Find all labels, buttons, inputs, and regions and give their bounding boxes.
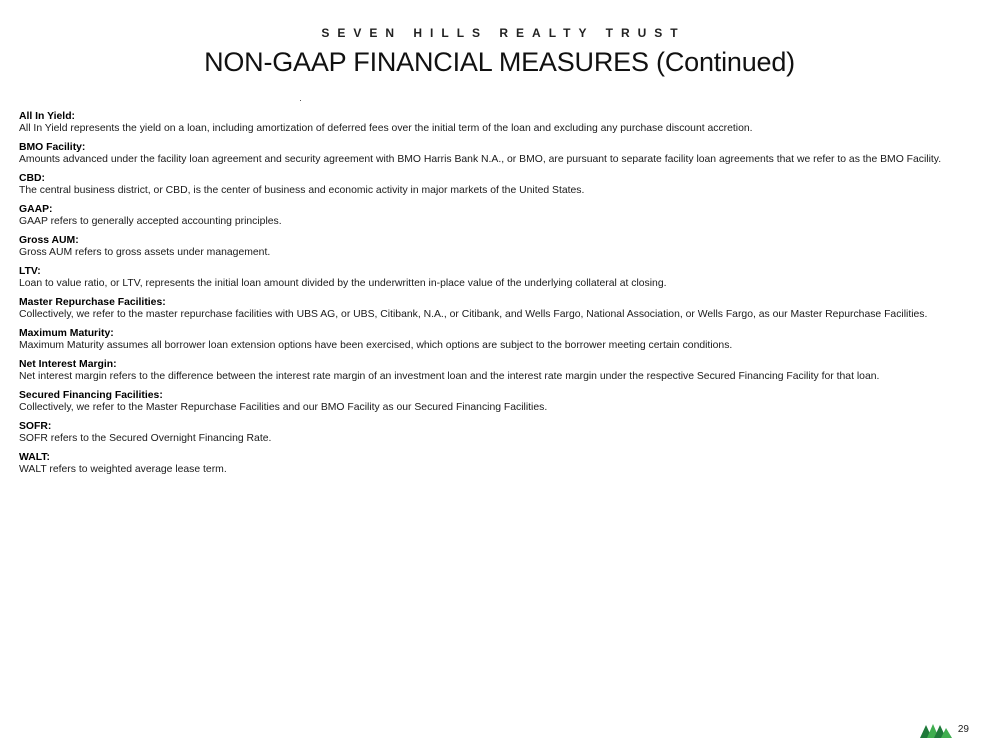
term-sofr <box>19 421 974 445</box>
term-cbd <box>19 173 974 197</box>
page-title: NON-GAAP FINANCIAL MEASURES (Continued) <box>204 47 795 77</box>
term-definition: Net interest margin refers to the difference between the interest rate margin of an investment loan and the interest rate margin under the respective Secured Financing Facility for that loan. <box>19 371 880 382</box>
term-definition: GAAP refers to generally accepted accounting principles. <box>19 216 282 227</box>
term-definition: SOFR refers to the Secured Overnight Financing Rate. <box>19 433 272 444</box>
term-gross-aum <box>19 235 974 259</box>
term-bmo-facility <box>19 142 974 166</box>
term-net-interest-margin <box>19 359 974 383</box>
term-name: Master Repurchase Facilities: <box>19 297 166 308</box>
term-definition: Gross AUM refers to gross assets under management. <box>19 247 271 258</box>
term-secured-financing-facilities <box>19 390 974 414</box>
term-definition: The central business district, or CBD, is the center of business and economic activity in major markets of the United States. <box>19 185 585 196</box>
term-definition: Amounts advanced under the facility loan agreement and security agreement with BMO Harris Bank N.A., or BMO, are pursuant to separate facility loan agreements that we refer to as the BMO Facility. <box>19 154 942 165</box>
term-definition: All In Yield represents the yield on a loan, including amortization of deferred fees over the initial term of the loan and excluding any purchase discount accretion. <box>19 123 753 134</box>
term-definition: Collectively, we refer to the Master Repurchase Facilities and our BMO Facility as our Secured Financing Facilities. <box>19 402 548 413</box>
mountains-logo-icon <box>920 722 952 738</box>
term-definition: Collectively, we refer to the master repurchase facilities with UBS AG, or UBS, Citibank, N.A., or Citibank, and Wells Fargo, National Association, or Wells Fargo, as our Master Repurchase Facilities. <box>19 309 928 320</box>
page-footer <box>920 722 969 738</box>
company-name: SEVEN HILLS REALTY TRUST <box>321 26 686 40</box>
term-gaap <box>19 204 974 228</box>
term-name: Maximum Maturity: <box>19 328 114 339</box>
term-name: SOFR: <box>19 421 52 432</box>
term-name: CBD: <box>19 173 45 184</box>
term-walt <box>19 452 974 476</box>
definitions-list <box>19 111 974 483</box>
term-name: All In Yield: <box>19 111 76 122</box>
term-master-repurchase-facilities <box>19 297 974 321</box>
page-header <box>0 24 999 78</box>
term-definition: Loan to value ratio, or LTV, represents the initial loan amount divided by the underwritten in-place value of the underlying collateral at closing. <box>19 278 667 289</box>
term-maximum-maturity <box>19 328 974 352</box>
term-name: Secured Financing Facilities: <box>19 390 163 401</box>
term-ltv <box>19 266 974 290</box>
term-all-in-yield <box>19 111 974 135</box>
term-name: GAAP: <box>19 204 53 215</box>
term-name: BMO Facility: <box>19 142 86 153</box>
term-name: LTV: <box>19 266 41 277</box>
term-name: Gross AUM: <box>19 235 79 246</box>
term-name: Net Interest Margin: <box>19 359 117 370</box>
term-name: WALT: <box>19 452 50 463</box>
term-definition: Maximum Maturity assumes all borrower loan extension options have been exercised, which options are subject to the borrower meeting certain conditions. <box>19 340 733 351</box>
page-number: 29 <box>957 724 969 735</box>
term-definition: WALT refers to weighted average lease term. <box>19 464 227 475</box>
stray-dot <box>300 100 301 101</box>
